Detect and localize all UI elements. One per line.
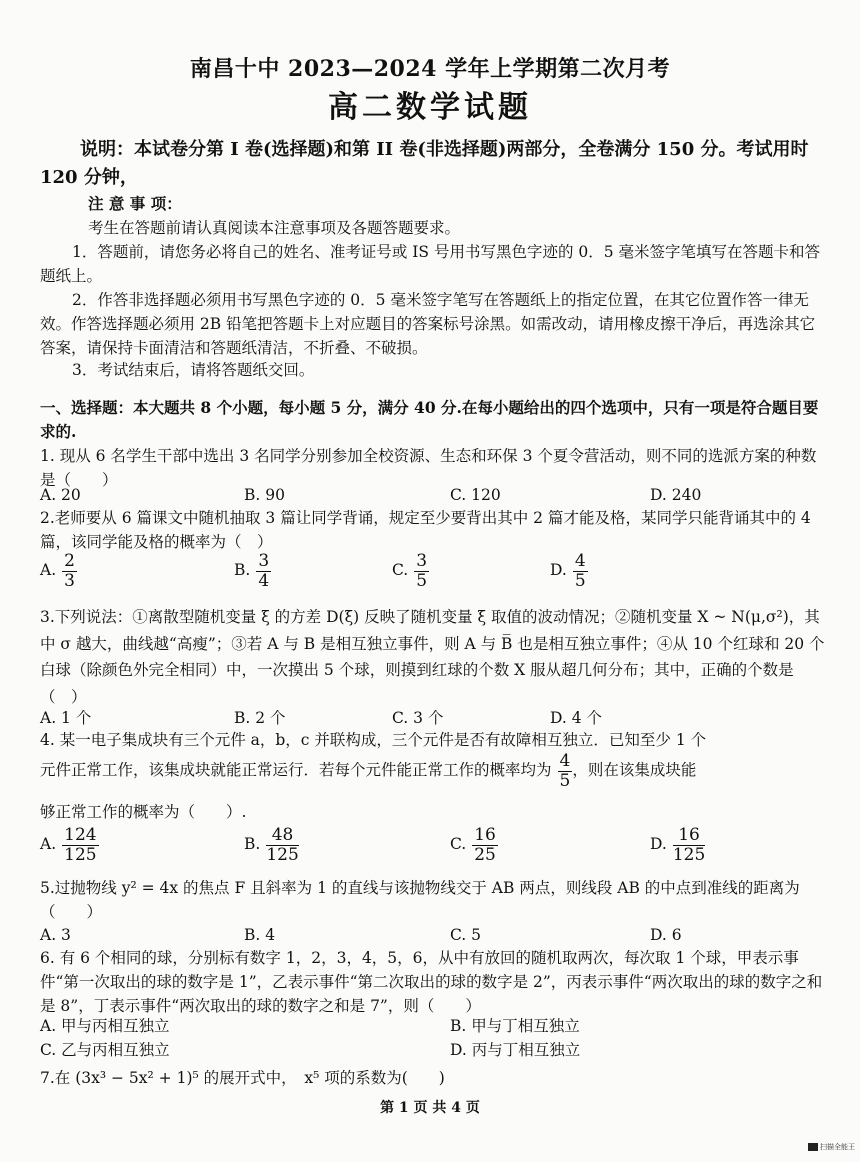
- question-4-line2: [40, 752, 830, 790]
- desc-line2: 考试用时 120 分钟，: [40, 139, 809, 188]
- q5-option-a: A. 3: [40, 926, 71, 944]
- q2-option-d: [550, 552, 588, 590]
- q2-c-numerator: 3: [416, 551, 428, 571]
- q4-option-b: [244, 826, 299, 864]
- q4-line2-tail: ，则在该集成块能: [572, 761, 697, 780]
- q2-b-label: B.: [234, 561, 251, 580]
- q4-c-denominator: 25: [474, 844, 496, 865]
- question-5-stem: 5.过抛物线 y² = 4x 的焦点 F 且斜率为 1 的直线与该抛物线交于 AB 两点，则线段 AB 的中点到准线的距离为（ ）: [40, 879, 800, 922]
- scanner-watermark: [808, 1142, 855, 1152]
- q2-option-c: [392, 552, 429, 590]
- notice-1: 1．答题前，请您务必将自己的姓名、准考证号或 IS 号用书写黑色字迹的 0．5 毫米签字笔填写在答题卡和答题纸上。: [40, 243, 821, 286]
- question-6-stem: 6. 有 6 个相同的球，分别标有数字 1，2，3，4，5，6，从中有放回的随机取两次，每次取 1 个球，甲表示事件“第一次取出的球的数字是 1”，乙表示事件“第二次取出的球的数字是 2”，丙表示事件“两次取出的球的数字之和是 8”，丁表示事件“两次取出的球的数字之和是 7”，则（ ）: [40, 949, 823, 1016]
- q2-a-numerator: 2: [64, 551, 75, 571]
- q4-a-label: A.: [40, 835, 57, 854]
- q2-c-denominator: 5: [416, 570, 428, 591]
- q2-b-numerator: 3: [258, 551, 270, 571]
- q2-c-label: C.: [392, 561, 409, 580]
- exam-description: [40, 136, 830, 192]
- q4-line2-text: 元件正常工作，该集成块就能正常运行．若每个元件能正常工作的概率均为: [40, 761, 552, 780]
- notice-title: 注 意 事 项：: [88, 194, 182, 213]
- scanner-logo-icon: [808, 1143, 818, 1151]
- q5-option-d: D. 6: [650, 926, 682, 944]
- q4-d-denominator: 125: [672, 844, 706, 865]
- q4-d-label: D.: [650, 835, 667, 854]
- q4-a-numerator: 124: [64, 825, 97, 845]
- q4-option-c: [450, 826, 498, 864]
- question-7-stem: 7.在 (3x³ − 5x² + 1)⁵ 的展开式中， x⁵ 项的系数为( ): [40, 1069, 445, 1087]
- question-4-line3: 够正常工作的概率为（ ）.: [40, 803, 247, 821]
- q1-option-a: A. 20: [40, 486, 81, 504]
- q5-option-b: B. 4: [244, 926, 276, 944]
- q1-option-b: B. 90: [244, 486, 285, 504]
- q3-option-a: A. 1 个: [40, 709, 92, 727]
- q6-option-d: D. 丙与丁相互独立: [450, 1041, 581, 1059]
- q6-option-c: C. 乙与丙相互独立: [40, 1041, 170, 1059]
- q6-option-a: A. 甲与丙相互独立: [40, 1017, 170, 1035]
- q4-b-denominator: 125: [266, 844, 299, 865]
- q4-prob-numerator: 4: [559, 751, 571, 771]
- q4-b-numerator: 48: [266, 826, 298, 846]
- q2-a-label: A.: [40, 561, 57, 580]
- q4-c-numerator: 16: [474, 825, 496, 845]
- q1-option-c: C. 120: [450, 486, 501, 504]
- q4-a-denominator: 125: [64, 844, 97, 865]
- q2-d-label: D.: [550, 561, 567, 580]
- notice-2: 2．作答非选择题必须用书写黑色字迹的 0．5 毫米签字笔写在答题纸上的指定位置，在其它位置作答一律无效。作答选择题必须用 2B 铅笔把答题卡上对应题目的答案标号涂黑。如需改动，请用橡皮擦干净后，再选涂其它答案，请保持卡面清洁和答题纸清洁，不折叠、不破损。: [40, 291, 816, 358]
- exam-title: 南昌十中 2023—2024 学年上学期第二次月考: [189, 56, 671, 82]
- q5-option-c: C. 5: [450, 926, 482, 944]
- q4-prob-denominator: 5: [559, 770, 571, 791]
- q2-d-denominator: 5: [574, 570, 586, 591]
- q3-option-b: B. 2 个: [234, 709, 286, 727]
- q2-option-b: [234, 552, 271, 590]
- desc-line1: 说明：本试卷分第 I 卷(选择题)和第 II 卷(非选择题)两部分，全卷满分 150 分。: [80, 139, 737, 160]
- q3-option-d: D. 4 个: [550, 709, 603, 727]
- q2-a-denominator: 3: [64, 570, 75, 591]
- question-3-stem: 3.下列说法：①离散型随机变量 ξ 的方差 D(ξ) 反映了随机变量 ξ 取值的波动情况；②随机变量 X ~ N(μ,σ²)，其中 σ 越大，曲线越“高瘦”；③若 A 与 B 是相互独立事件，则 A 与 B̅ 也是相互独立事件；④从 10 个红球和 20 个白球（除颜色外完全相同）中，一次摸出 5 个球，则摸到红球的个数 X 服从超几何分布；其中，正确的个数是 （ ）: [40, 608, 825, 706]
- q3-option-c: C. 3 个: [392, 709, 444, 727]
- q4-option-d: [650, 826, 705, 864]
- question-1-stem: 1. 现从 6 名学生干部中选出 3 名同学分别参加全校资源、生态和环保 3 个夏令营活动，则不同的选派方案的种数是（ ）: [40, 447, 817, 490]
- q2-option-a: [40, 552, 77, 590]
- q4-option-a: [40, 826, 99, 864]
- notice-3: 3．考试结束后，请将答题纸交回。: [72, 361, 315, 379]
- question-4-line1: 4. 某一电子集成块有三个元件 a，b，c 并联构成，三个元件是否有故障相互独立．已知至少 1 个: [40, 731, 707, 749]
- q1-option-d: D. 240: [650, 486, 702, 504]
- question-2-stem: 2.老师要从 6 篇课文中随机抽取 3 篇让同学背诵，规定至少要背出其中 2 篇才能及格，某同学只能背诵其中的 4 篇，该同学能及格的概率为（ ）: [40, 509, 811, 552]
- notice-0: 考生在答题前请认真阅读本注意事项及各题答题要求。: [88, 219, 461, 237]
- q6-option-b: B. 甲与丁相互独立: [450, 1017, 580, 1035]
- exam-subtitle: 高二数学试题: [328, 90, 532, 125]
- q2-d-numerator: 4: [574, 551, 586, 571]
- q2-b-denominator: 4: [258, 570, 270, 591]
- page-footer: 第 1 页 共 4 页: [380, 1100, 480, 1116]
- q4-c-label: C.: [450, 835, 467, 854]
- scanner-brand-text: 扫描全能王: [820, 1143, 855, 1151]
- section-heading: 一、选择题：本大题共 8 个小题，每小题 5 分，满分 40 分.在每小题给出的四个选项中，只有一项是符合题目要求的.: [40, 398, 819, 442]
- q4-b-label: B.: [244, 835, 261, 854]
- q4-d-numerator: 16: [673, 826, 705, 846]
